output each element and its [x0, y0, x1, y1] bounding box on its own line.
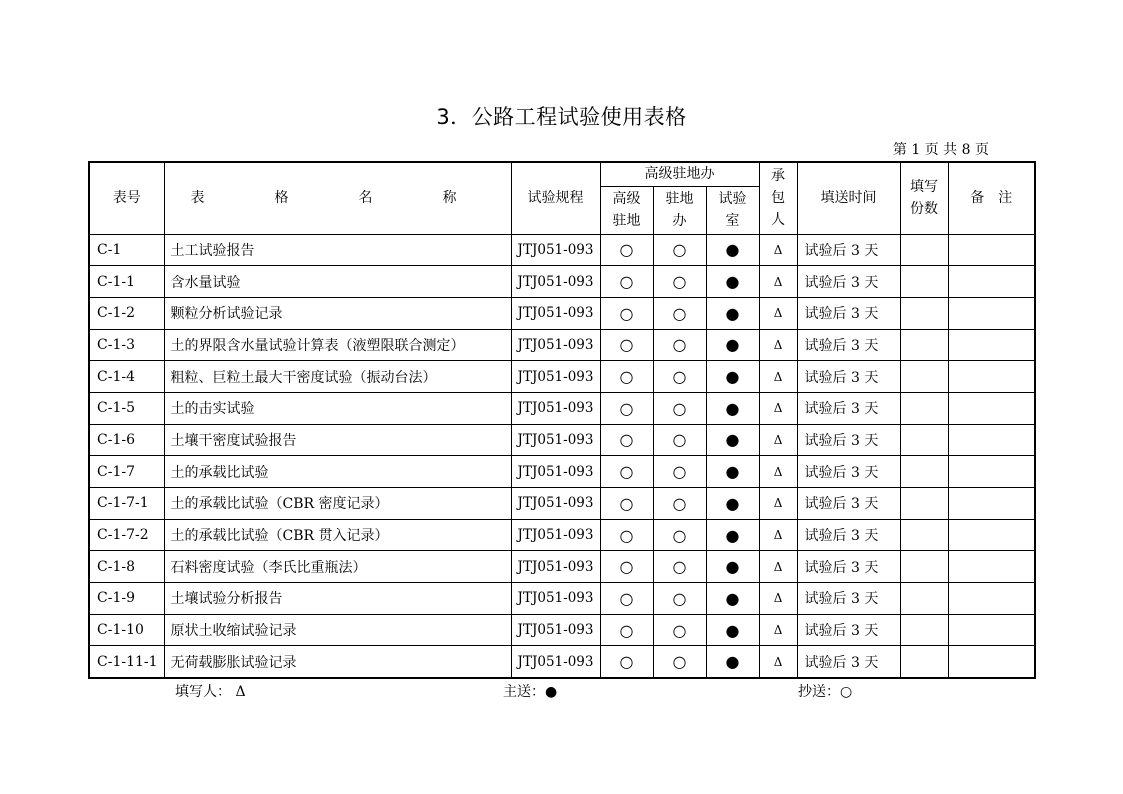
cell-senior-resident: ○	[600, 424, 653, 456]
cell-form-name: 土的承载比试验（CBR 密度记录）	[164, 488, 511, 520]
cell-remarks	[948, 488, 1035, 520]
cell-lab: ●	[706, 234, 759, 266]
cell-code: C-1-7	[89, 456, 164, 488]
table-row	[89, 297, 1035, 329]
cell-form-name: 石料密度试验（李氏比重瓶法）	[164, 551, 511, 583]
cell-contractor: Δ	[759, 646, 797, 678]
cell-form-name: 含水量试验	[164, 266, 511, 298]
cell-contractor: Δ	[759, 392, 797, 424]
table-row	[89, 551, 1035, 583]
cell-standard: JTJ051-093	[511, 424, 600, 456]
cell-senior-resident: ○	[600, 361, 653, 393]
header-supervision-group: 高级驻地办	[600, 162, 759, 186]
cell-contractor: Δ	[759, 488, 797, 520]
header-lab: 试验 室	[706, 186, 759, 234]
footer-filler: 填写人： Δ	[175, 684, 246, 700]
cell-form-name: 颗粒分析试验记录	[164, 297, 511, 329]
cell-copies	[900, 234, 948, 266]
cell-standard: JTJ051-093	[511, 392, 600, 424]
cell-code: C-1-11-1	[89, 646, 164, 678]
cell-resident-office: ○	[653, 646, 706, 678]
cell-code: C-1-7-1	[89, 488, 164, 520]
table-row	[89, 456, 1035, 488]
cell-form-name: 土工试验报告	[164, 234, 511, 266]
cell-code: C-1-5	[89, 392, 164, 424]
cell-senior-resident: ○	[600, 646, 653, 678]
table-row	[89, 392, 1035, 424]
cell-contractor: Δ	[759, 297, 797, 329]
cell-copies	[900, 266, 948, 298]
header-name: 表 格 名 称	[164, 162, 511, 234]
cell-contractor: Δ	[759, 329, 797, 361]
cell-remarks	[948, 551, 1035, 583]
footer-copy-send: 抄送：○	[798, 684, 853, 700]
cell-submit-time: 试验后 3 天	[797, 456, 900, 488]
cell-code: C-1-1	[89, 266, 164, 298]
cell-contractor: Δ	[759, 614, 797, 646]
cell-copies	[900, 488, 948, 520]
cell-form-name: 无荷载膨胀试验记录	[164, 646, 511, 678]
cell-standard: JTJ051-093	[511, 361, 600, 393]
cell-senior-resident: ○	[600, 234, 653, 266]
cell-lab: ●	[706, 551, 759, 583]
cell-remarks	[948, 646, 1035, 678]
cell-remarks	[948, 583, 1035, 615]
table-row	[89, 329, 1035, 361]
header-copies: 填写 份数	[900, 162, 948, 234]
cell-standard: JTJ051-093	[511, 583, 600, 615]
cell-code: C-1-8	[89, 551, 164, 583]
cell-lab: ●	[706, 583, 759, 615]
cell-senior-resident: ○	[600, 488, 653, 520]
table-row	[89, 646, 1035, 678]
cell-lab: ●	[706, 392, 759, 424]
cell-lab: ●	[706, 266, 759, 298]
cell-remarks	[948, 329, 1035, 361]
cell-submit-time: 试验后 3 天	[797, 519, 900, 551]
cell-contractor: Δ	[759, 266, 797, 298]
cell-resident-office: ○	[653, 392, 706, 424]
table-row	[89, 424, 1035, 456]
cell-lab: ●	[706, 614, 759, 646]
cell-remarks	[948, 456, 1035, 488]
cell-remarks	[948, 392, 1035, 424]
cell-resident-office: ○	[653, 551, 706, 583]
table-row	[89, 583, 1035, 615]
page-title: 3．公路工程试验使用表格	[436, 105, 687, 129]
cell-submit-time: 试验后 3 天	[797, 234, 900, 266]
cell-form-name: 土壤试验分析报告	[164, 583, 511, 615]
cell-submit-time: 试验后 3 天	[797, 329, 900, 361]
cell-senior-resident: ○	[600, 456, 653, 488]
cell-copies	[900, 646, 948, 678]
cell-remarks	[948, 424, 1035, 456]
cell-senior-resident: ○	[600, 614, 653, 646]
cell-remarks	[948, 614, 1035, 646]
cell-contractor: Δ	[759, 234, 797, 266]
cell-form-name: 土的界限含水量试验计算表（液塑限联合测定）	[164, 329, 511, 361]
header-contractor: 承 包 人	[759, 162, 797, 234]
cell-remarks	[948, 519, 1035, 551]
page-indicator: 第 1 页 共 8 页	[892, 142, 989, 158]
cell-code: C-1-7-2	[89, 519, 164, 551]
cell-resident-office: ○	[653, 361, 706, 393]
cell-lab: ●	[706, 519, 759, 551]
forms-table	[88, 161, 1036, 679]
cell-resident-office: ○	[653, 488, 706, 520]
cell-senior-resident: ○	[600, 266, 653, 298]
cell-resident-office: ○	[653, 519, 706, 551]
cell-resident-office: ○	[653, 424, 706, 456]
header-senior-resident: 高级 驻地	[600, 186, 653, 234]
cell-copies	[900, 361, 948, 393]
cell-copies	[900, 551, 948, 583]
cell-form-name: 土的承载比试验（CBR 贯入记录）	[164, 519, 511, 551]
cell-lab: ●	[706, 646, 759, 678]
cell-resident-office: ○	[653, 583, 706, 615]
cell-submit-time: 试验后 3 天	[797, 583, 900, 615]
cell-remarks	[948, 234, 1035, 266]
cell-lab: ●	[706, 361, 759, 393]
cell-code: C-1-3	[89, 329, 164, 361]
cell-lab: ●	[706, 424, 759, 456]
cell-contractor: Δ	[759, 551, 797, 583]
header-time: 填送时间	[797, 162, 900, 234]
cell-code: C-1-2	[89, 297, 164, 329]
cell-copies	[900, 583, 948, 615]
cell-submit-time: 试验后 3 天	[797, 424, 900, 456]
cell-resident-office: ○	[653, 456, 706, 488]
cell-form-name: 土壤干密度试验报告	[164, 424, 511, 456]
cell-remarks	[948, 361, 1035, 393]
cell-senior-resident: ○	[600, 297, 653, 329]
cell-copies	[900, 297, 948, 329]
cell-copies	[900, 519, 948, 551]
cell-lab: ●	[706, 488, 759, 520]
cell-standard: JTJ051-093	[511, 488, 600, 520]
cell-standard: JTJ051-093	[511, 646, 600, 678]
table-row	[89, 488, 1035, 520]
cell-lab: ●	[706, 297, 759, 329]
cell-submit-time: 试验后 3 天	[797, 646, 900, 678]
cell-resident-office: ○	[653, 614, 706, 646]
cell-copies	[900, 392, 948, 424]
cell-copies	[900, 329, 948, 361]
header-resident-office: 驻地 办	[653, 186, 706, 234]
cell-lab: ●	[706, 456, 759, 488]
cell-code: C-1-6	[89, 424, 164, 456]
cell-senior-resident: ○	[600, 551, 653, 583]
cell-resident-office: ○	[653, 297, 706, 329]
cell-form-name: 土的承载比试验	[164, 456, 511, 488]
cell-submit-time: 试验后 3 天	[797, 488, 900, 520]
header-standard: 试验规程	[511, 162, 600, 234]
cell-submit-time: 试验后 3 天	[797, 614, 900, 646]
cell-submit-time: 试验后 3 天	[797, 266, 900, 298]
cell-senior-resident: ○	[600, 392, 653, 424]
cell-contractor: Δ	[759, 583, 797, 615]
cell-standard: JTJ051-093	[511, 456, 600, 488]
cell-code: C-1	[89, 234, 164, 266]
cell-form-name: 粗粒、巨粒土最大干密度试验（振动台法）	[164, 361, 511, 393]
table-row	[89, 266, 1035, 298]
cell-resident-office: ○	[653, 234, 706, 266]
cell-remarks	[948, 266, 1035, 298]
table-row	[89, 614, 1035, 646]
cell-submit-time: 试验后 3 天	[797, 297, 900, 329]
cell-standard: JTJ051-093	[511, 266, 600, 298]
cell-form-name: 土的击实试验	[164, 392, 511, 424]
cell-lab: ●	[706, 329, 759, 361]
cell-standard: JTJ051-093	[511, 234, 600, 266]
cell-contractor: Δ	[759, 456, 797, 488]
cell-submit-time: 试验后 3 天	[797, 392, 900, 424]
cell-standard: JTJ051-093	[511, 551, 600, 583]
table-row	[89, 234, 1035, 266]
cell-code: C-1-4	[89, 361, 164, 393]
cell-copies	[900, 456, 948, 488]
cell-senior-resident: ○	[600, 519, 653, 551]
cell-contractor: Δ	[759, 519, 797, 551]
cell-senior-resident: ○	[600, 329, 653, 361]
cell-copies	[900, 424, 948, 456]
footer-main-send: 主送：●	[503, 684, 558, 700]
cell-submit-time: 试验后 3 天	[797, 551, 900, 583]
table-row	[89, 361, 1035, 393]
cell-standard: JTJ051-093	[511, 614, 600, 646]
table-row	[89, 519, 1035, 551]
cell-code: C-1-9	[89, 583, 164, 615]
cell-copies	[900, 614, 948, 646]
cell-standard: JTJ051-093	[511, 297, 600, 329]
cell-resident-office: ○	[653, 329, 706, 361]
cell-contractor: Δ	[759, 424, 797, 456]
cell-submit-time: 试验后 3 天	[797, 361, 900, 393]
cell-code: C-1-10	[89, 614, 164, 646]
header-remarks: 备 注	[948, 162, 1035, 234]
cell-senior-resident: ○	[600, 583, 653, 615]
table-body	[89, 234, 1035, 678]
cell-form-name: 原状土收缩试验记录	[164, 614, 511, 646]
header-code: 表号	[89, 162, 164, 234]
cell-remarks	[948, 297, 1035, 329]
cell-standard: JTJ051-093	[511, 519, 600, 551]
cell-resident-office: ○	[653, 266, 706, 298]
cell-standard: JTJ051-093	[511, 329, 600, 361]
cell-contractor: Δ	[759, 361, 797, 393]
